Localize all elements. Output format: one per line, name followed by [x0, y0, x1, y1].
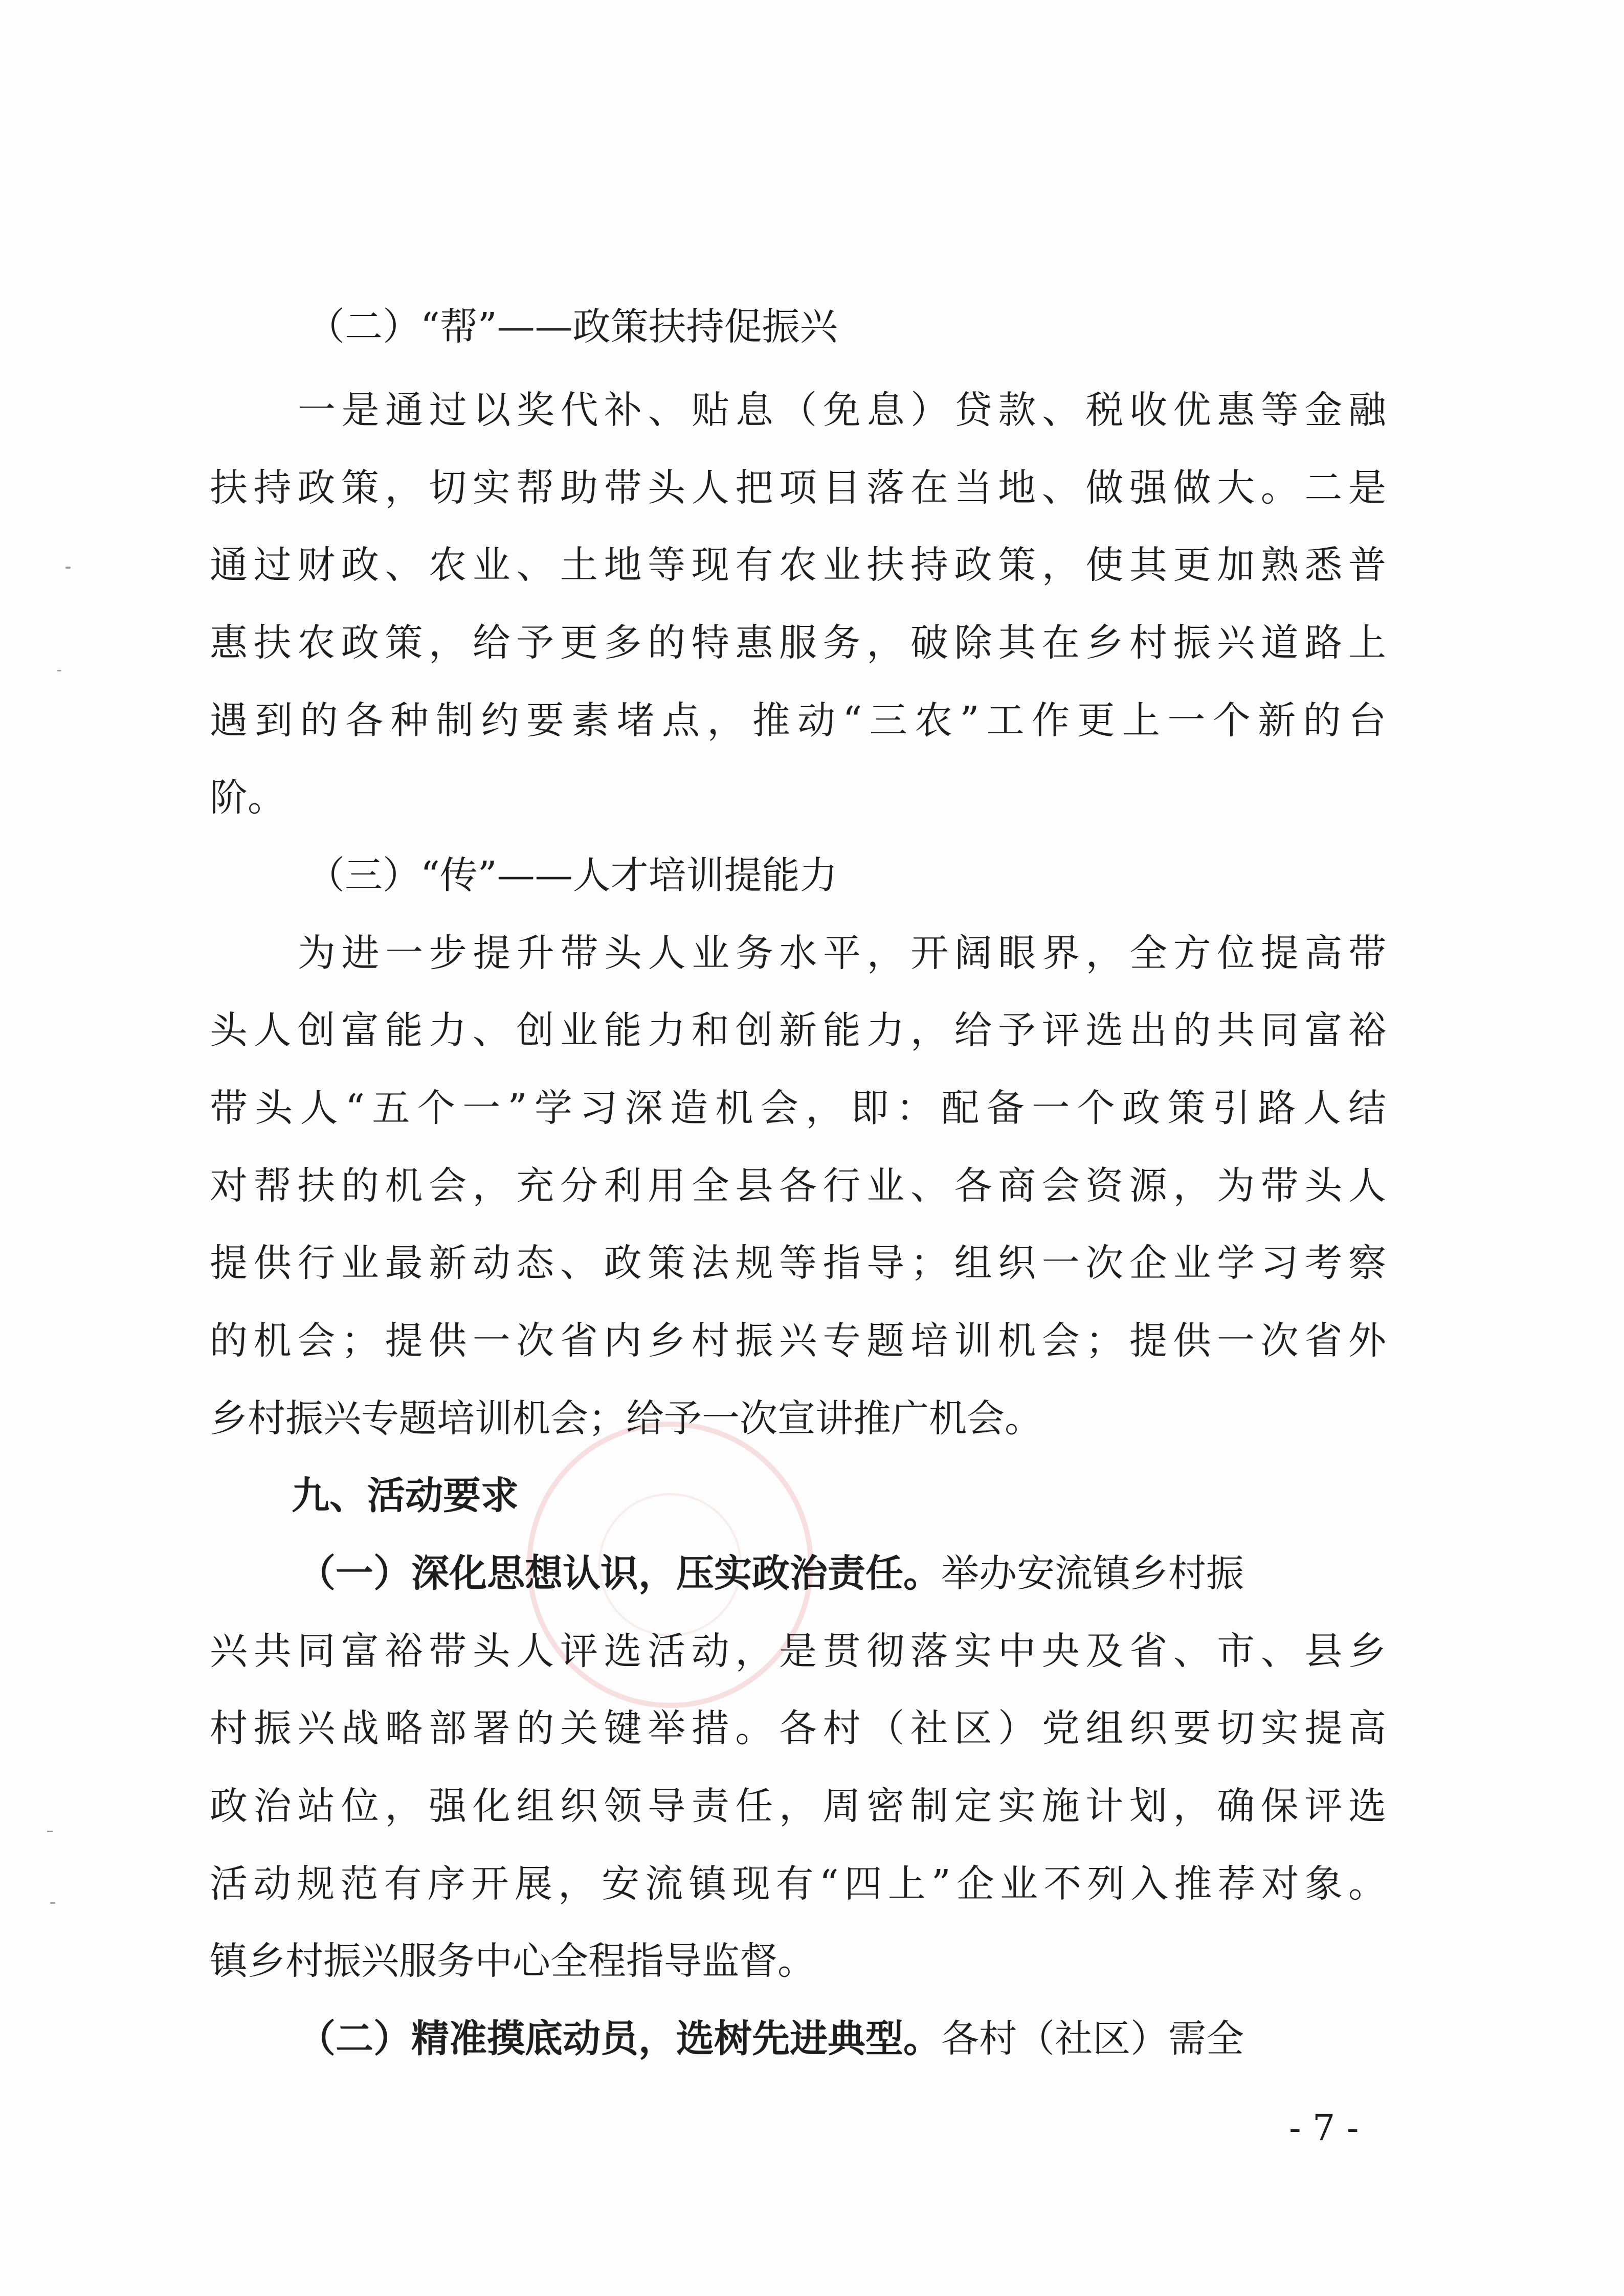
body-line: 惠扶农政策，给予更多的特惠服务，破除其在乡村振兴道路上 — [210, 621, 1386, 665]
body-line: 遇到的各种制约要素堵点，推动“三农”工作更上一个新的台 — [210, 699, 1386, 742]
scan-speck — [47, 1831, 53, 1832]
body-line: 提供行业最新动态、政策法规等指导；组织一次企业学习考察 — [210, 1241, 1386, 1285]
subsection-heading-bang: （二）“帮”——政策扶持促振兴 — [307, 305, 838, 349]
body-line: 头人创富能力、创业能力和创新能力，给予评选出的共同富裕 — [210, 1008, 1386, 1052]
body-line: 阶。 — [210, 776, 285, 820]
subsection-heading-chuan: （三）“传”——人才培训提能力 — [307, 853, 838, 897]
body-line: 对帮扶的机会，充分利用全县各行业、各商会资源，为带头人 — [210, 1164, 1386, 1208]
body-line: 乡村振兴专题培训机会；给予一次宣讲推广机会。 — [210, 1397, 1042, 1440]
body-line: 的机会；提供一次省内乡村振兴专题培训机会；提供一次省外 — [210, 1319, 1386, 1363]
scan-speck — [57, 670, 61, 671]
body-text: 举办安流镇乡村振 — [941, 1551, 1244, 1595]
paragraph-lead-line — [298, 1551, 1386, 1595]
body-line: 兴共同富裕带头人评选活动，是贯彻落实中央及省、市、县乡 — [210, 1629, 1386, 1673]
page-number: - 7 - — [1289, 2107, 1359, 2149]
body-line: 带头人“五个一”学习深造机会，即：配备一个政策引路人结 — [210, 1086, 1386, 1130]
body-line: 通过财政、农业、土地等现有农业扶持政策，使其更加熟悉普 — [210, 543, 1386, 587]
body-line: 扶持政策，切实帮助带头人把项目落在当地、做强做大。二是 — [210, 466, 1386, 510]
body-text: 各村（社区）需全 — [941, 2017, 1244, 2061]
scan-speck — [50, 1902, 55, 1904]
body-line: 村振兴战略部署的关键举措。各村（社区）党组织要切实提高 — [210, 1706, 1386, 1750]
scan-speck — [65, 567, 71, 569]
bold-lead-text: （二）精准摸底动员，选树先进典型。 — [298, 2017, 941, 2061]
body-line: 一是通过以奖代补、贴息（免息）贷款、税收优惠等金融 — [298, 388, 1386, 432]
body-line: 活动规范有序开展，安流镇现有“四上”企业不列入推荐对象。 — [210, 1862, 1386, 1906]
bold-lead-text: （一）深化思想认识，压实政治责任。 — [298, 1551, 941, 1595]
paragraph-lead-line — [298, 2017, 1386, 2061]
section-heading-activity-requirements: 九、活动要求 — [292, 1474, 519, 1518]
body-line: 政治站位，强化组织领导责任，周密制定实施计划，确保评选 — [210, 1784, 1386, 1828]
body-line: 为进一步提升带头人业务水平，开阔眼界，全方位提高带 — [298, 931, 1386, 975]
body-line: 镇乡村振兴服务中心全程指导监督。 — [210, 1939, 815, 1983]
